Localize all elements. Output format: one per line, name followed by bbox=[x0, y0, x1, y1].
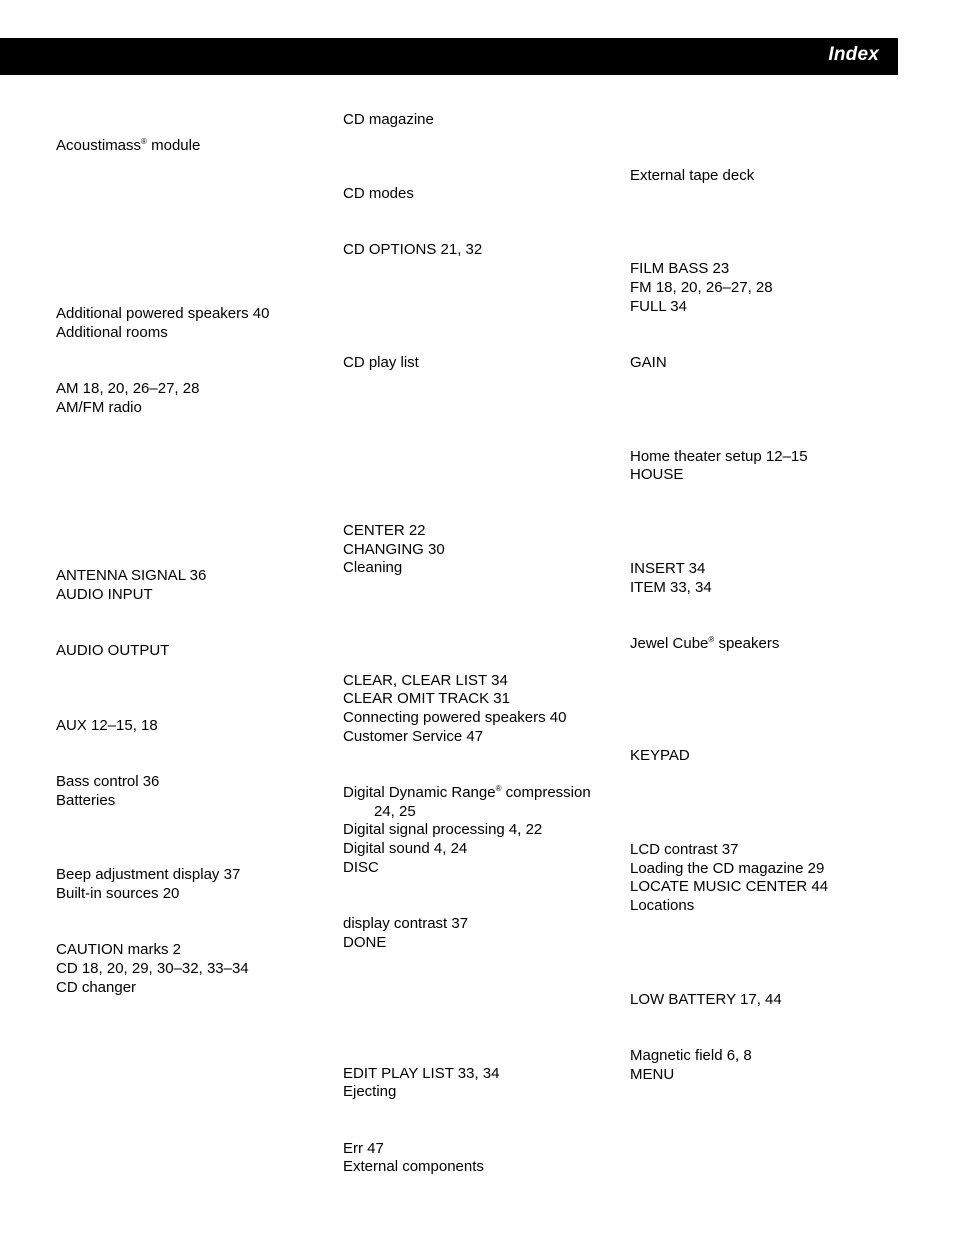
index-entry: CD changer bbox=[56, 979, 137, 996]
index-entry: ITEM 33, 34 bbox=[630, 579, 712, 596]
index-entry: Locations bbox=[630, 897, 695, 914]
index-entry: INSERT 34 bbox=[630, 560, 706, 577]
index-entry: Magnetic field 6, 8 bbox=[630, 1047, 752, 1064]
index-column-3 bbox=[630, 0, 920, 1235]
index-entry: FULL 34 bbox=[630, 298, 687, 315]
index-entry: Cleaning bbox=[343, 559, 403, 576]
index-entry: Beep adjustment display 37 bbox=[56, 866, 241, 883]
index-entry: CHANGING 30 bbox=[343, 541, 445, 558]
index-entry: LCD contrast 37 bbox=[630, 841, 739, 858]
index-column-1 bbox=[56, 0, 346, 1235]
index-entry: Built-in sources 20 bbox=[56, 885, 180, 902]
index-entry: Digital Dynamic Range® compression bbox=[343, 784, 591, 801]
index-entry: CD 18, 20, 29, 30–32, 33–34 bbox=[56, 960, 249, 977]
index-entry: Additional powered speakers 40 bbox=[56, 305, 270, 322]
index-entry: AM 18, 20, 26–27, 28 bbox=[56, 380, 200, 397]
index-entry: Home theater setup 12–15 bbox=[630, 448, 808, 465]
index-entry: ANTENNA SIGNAL 36 bbox=[56, 567, 207, 584]
index-entry: AUDIO OUTPUT bbox=[56, 642, 170, 659]
index-entry: DONE bbox=[343, 934, 387, 951]
index-entry: Err 47 bbox=[343, 1140, 384, 1157]
index-entry: CD modes bbox=[343, 185, 414, 202]
index-entry: CD OPTIONS 21, 32 bbox=[343, 241, 483, 258]
index-entry: DISC bbox=[343, 859, 379, 876]
index-entry: CLEAR OMIT TRACK 31 bbox=[343, 690, 510, 707]
index-entry: Connecting powered speakers 40 bbox=[343, 709, 567, 726]
index-entry: LOW BATTERY 17, 44 bbox=[630, 991, 782, 1008]
index-entry: HOUSE bbox=[630, 466, 684, 483]
index-entry: CLEAR, CLEAR LIST 34 bbox=[343, 672, 508, 689]
index-column-2 bbox=[343, 0, 633, 1235]
index-entry: Jewel Cube® speakers bbox=[630, 635, 780, 652]
index-entry: display contrast 37 bbox=[343, 915, 469, 932]
index-entry: Batteries bbox=[56, 792, 116, 809]
index-entry: AM/FM radio bbox=[56, 399, 142, 416]
index-entry: AUX 12–15, 18 bbox=[56, 717, 158, 734]
index-entry: Customer Service 47 bbox=[343, 728, 484, 745]
index-entry: KEYPAD bbox=[630, 747, 690, 764]
index-entry: Acoustimass® module bbox=[56, 137, 201, 154]
index-entry: FILM BASS 23 bbox=[630, 260, 730, 277]
index-entry: CD magazine bbox=[343, 111, 434, 128]
index-entry: Bass control 36 bbox=[56, 773, 160, 790]
index-entry: CENTER 22 bbox=[343, 522, 426, 539]
index-entry: LOCATE MUSIC CENTER 44 bbox=[630, 878, 829, 895]
index-entry: CD play list bbox=[343, 354, 419, 371]
index-entry: CAUTION marks 2 bbox=[56, 941, 182, 958]
index-entry: External components bbox=[343, 1158, 484, 1175]
index-entry: Additional rooms bbox=[56, 324, 168, 341]
index-entry: Loading the CD magazine 29 bbox=[630, 860, 825, 877]
index-entry: FM 18, 20, 26–27, 28 bbox=[630, 279, 773, 296]
index-entry: External tape deck bbox=[630, 167, 755, 184]
index-entry: GAIN bbox=[630, 354, 667, 371]
page-title: Index bbox=[828, 44, 879, 65]
index-entry: Digital sound 4, 24 bbox=[343, 840, 468, 857]
index-entry-continuation: 24, 25 bbox=[374, 803, 416, 820]
index-entry: AUDIO INPUT bbox=[56, 586, 153, 603]
index-entry: MENU bbox=[630, 1066, 675, 1083]
index-entry: EDIT PLAY LIST 33, 34 bbox=[343, 1065, 500, 1082]
index-entry: Digital signal processing 4, 22 bbox=[343, 821, 543, 838]
index-entry: Ejecting bbox=[343, 1083, 397, 1100]
